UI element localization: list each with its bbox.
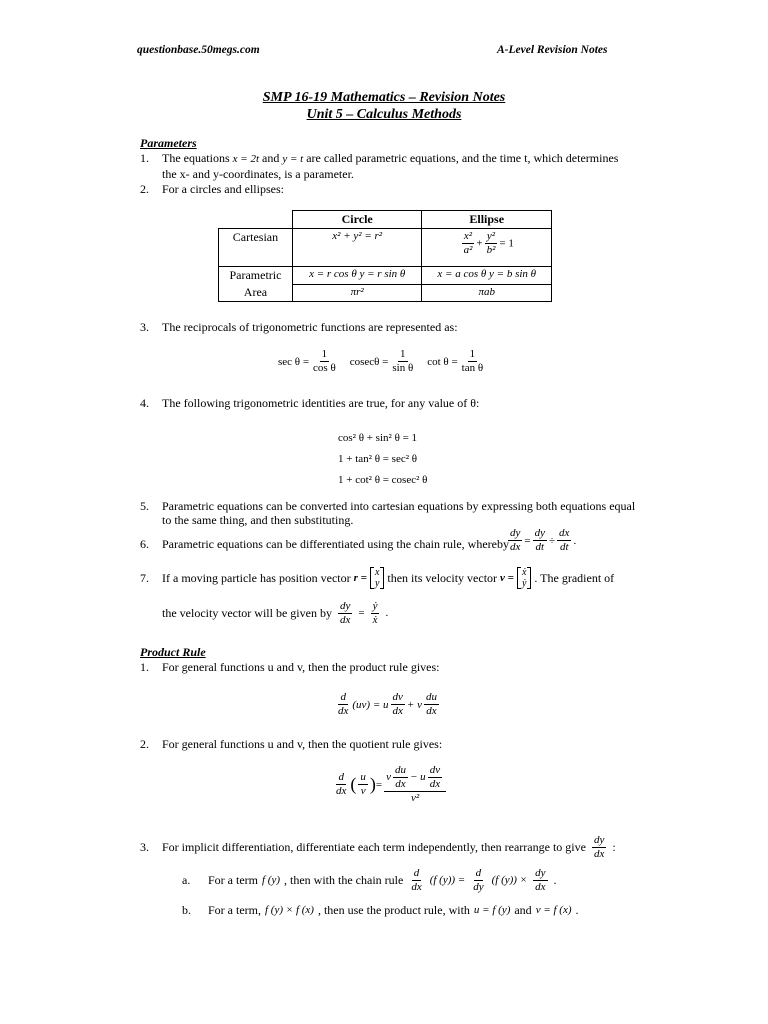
item-number: 2.	[140, 737, 149, 751]
header-site: questionbase.50megs.com	[137, 44, 260, 56]
divide: ÷	[549, 534, 556, 547]
denominator: v²	[411, 792, 420, 804]
denominator: cos θ	[313, 362, 336, 374]
numerator: dx	[559, 527, 570, 539]
denominator: dx	[411, 880, 422, 893]
reciprocal-formulas	[278, 348, 487, 375]
fraction	[391, 691, 405, 718]
cot-label: cot θ =	[427, 355, 458, 368]
item-number: 6.	[140, 537, 149, 551]
item-number: 3.	[140, 840, 149, 854]
numerator: dv	[392, 691, 403, 703]
product-rule-equation	[334, 691, 441, 718]
denominator: dx	[392, 705, 403, 717]
param-item-3: The reciprocals of trigonometric functions are represented as:	[162, 320, 458, 334]
param-item-6: Parametric equations can be differentiated using the chain rule, whereby	[162, 537, 509, 551]
fraction	[508, 527, 522, 554]
fraction	[462, 230, 475, 257]
cosec-fraction	[390, 348, 415, 375]
numerator: ẏ	[372, 599, 378, 612]
numerator: d	[475, 866, 482, 879]
section-parameters: Parameters	[140, 136, 197, 150]
fraction	[409, 867, 423, 894]
fraction	[393, 764, 408, 791]
fraction	[358, 771, 368, 798]
ellipse-cartesian: $\frac{\text{x²}}{\text{a²}}$ + $\frac{\text{y²}}{\text{b²}}$ = 1	[422, 229, 552, 267]
denominator: tan θ	[461, 362, 484, 374]
numerator: 1	[321, 348, 328, 360]
param-item-2: For a circles and ellipses:	[162, 182, 284, 196]
param-item-5: Parametric equations can be converted into cartesian equations by expressing both equations equal	[162, 499, 636, 513]
fraction	[592, 834, 606, 861]
denominator: dx	[593, 847, 605, 860]
circle-ellipse-table	[218, 210, 552, 302]
numerator: dy	[535, 866, 546, 879]
circle-parametric: x = r cos θ y = r sin θ	[292, 267, 422, 285]
fraction	[371, 600, 380, 627]
param-item-5-line2: to the same thing, and then substituting.	[162, 513, 354, 527]
v-label: v =	[500, 571, 514, 584]
text: The equations	[162, 151, 230, 165]
row-parametric: Parametric	[219, 267, 293, 285]
term: f (y) × f (x)	[265, 904, 314, 916]
text: If a moving particle has position vector	[162, 570, 351, 585]
denominator: dx	[535, 880, 546, 893]
numerator: x²	[463, 230, 473, 242]
velocity-vector	[517, 567, 531, 589]
denominator: dx	[426, 705, 437, 717]
doc-subtitle: Unit 5 – Calculus Methods	[306, 107, 462, 122]
doc-title: SMP 16-19 Mathematics – Revision Notes	[262, 90, 506, 105]
denominator: dx	[510, 541, 521, 553]
param-item-7	[162, 562, 614, 594]
numerator: 1	[469, 348, 476, 360]
period: .	[573, 534, 577, 547]
period: .	[553, 872, 557, 887]
rhs: = 1	[499, 237, 514, 250]
product-item-3	[162, 832, 616, 862]
denominator: dx	[338, 705, 349, 717]
denominator: dx	[429, 778, 441, 790]
identities	[338, 428, 427, 491]
fraction	[557, 527, 571, 554]
uv-term: (uv) = u	[352, 698, 389, 711]
denominator: dt	[535, 541, 545, 553]
numerator: du	[395, 764, 406, 776]
denominator: dx	[395, 778, 406, 790]
sec-label: sec θ =	[278, 355, 310, 368]
param-item-7-line2	[162, 598, 388, 628]
paren-close: )	[369, 774, 376, 794]
vel-x: ẋ	[521, 567, 527, 578]
item-number: 4.	[140, 396, 149, 410]
identity-1: cos² θ + sin² θ = 1	[338, 432, 418, 444]
minus-u: − u	[410, 771, 426, 783]
param-item-4: The following trigonometric identities are true, for any value of θ:	[162, 396, 480, 410]
denominator: dy	[473, 880, 484, 893]
equals: =	[358, 606, 365, 619]
denominator: dt	[559, 541, 569, 553]
fy-term: (f (y)) ×	[491, 873, 528, 886]
u-def: u = f (y)	[473, 904, 511, 916]
denominator: v	[360, 785, 366, 797]
label: a.	[182, 872, 191, 887]
circle-cartesian: x² + y² = r²	[292, 229, 422, 267]
product-item-1: For general functions u and v, then the product rule gives:	[162, 660, 440, 674]
numerator: y²	[486, 230, 496, 242]
fraction	[485, 230, 498, 257]
header-title: A-Level Revision Notes	[497, 44, 608, 56]
numerator: u	[360, 771, 366, 783]
numerator: dy	[339, 599, 351, 612]
text: and	[262, 151, 280, 165]
cot-fraction	[460, 348, 485, 375]
empty-cell	[219, 211, 293, 229]
product-item-2: For general functions u and v, then the quotient rule gives:	[162, 737, 443, 751]
v: v	[386, 771, 391, 783]
text: , then with the chain rule	[284, 872, 404, 887]
numerator: 1	[400, 348, 406, 360]
vec-x: x	[374, 567, 380, 578]
vec-y: y	[374, 578, 380, 589]
vel-y: ẏ	[521, 578, 527, 589]
fraction	[336, 691, 350, 718]
sec-fraction	[311, 348, 338, 375]
label: b.	[182, 903, 191, 917]
period: .	[385, 606, 389, 619]
fraction	[334, 771, 348, 798]
big-fraction	[384, 764, 446, 805]
identity-3: 1 + cot² θ = cosec² θ	[338, 474, 428, 486]
ellipse-parametric: x = a cos θ y = b sin θ	[422, 267, 552, 285]
item-number: 5.	[140, 499, 149, 513]
circle-area: πr²	[292, 284, 422, 302]
text: and	[514, 903, 532, 917]
numerator: dy	[593, 833, 605, 846]
identity-2: 1 + tan² θ = sec² θ	[338, 453, 418, 465]
denominator: sin θ	[392, 362, 414, 374]
item-number: 2.	[140, 182, 149, 196]
text: , then use the product rule, with	[317, 903, 470, 917]
text: are called parametric equations, and the time t, which determines	[306, 151, 619, 165]
r-label: r =	[353, 571, 367, 584]
chain-rule-equation	[506, 527, 576, 554]
text: then its velocity vector	[387, 570, 498, 585]
numerator: dy	[534, 527, 545, 539]
numerator: d	[338, 771, 344, 783]
numerator: d	[413, 866, 420, 879]
ellipse-area: πab	[422, 284, 552, 302]
equation: x = 2t	[232, 153, 260, 165]
text: . The gradient of	[534, 570, 615, 585]
numerator: d	[340, 691, 346, 703]
v-def: v = f (x)	[535, 904, 572, 916]
quotient-rule-equation	[332, 764, 448, 805]
numerator: dv	[429, 764, 441, 776]
row-cartesian: Cartesian	[219, 229, 293, 267]
position-vector	[370, 567, 384, 589]
item-number: 3.	[140, 320, 149, 334]
fraction	[428, 764, 442, 791]
numerator: du	[425, 691, 437, 703]
fraction	[471, 867, 485, 894]
denominator: a²	[463, 244, 473, 256]
numerator: dy	[510, 527, 521, 539]
denominator: dx	[336, 785, 347, 797]
numerator	[384, 764, 446, 792]
item-number: 1.	[140, 151, 149, 165]
fraction	[533, 527, 547, 554]
sub-item-a	[182, 865, 557, 895]
denominator: dx	[339, 613, 351, 626]
plus-v: + v	[406, 698, 422, 711]
fraction	[424, 691, 439, 718]
equation: y = t	[282, 153, 304, 165]
col-ellipse: Ellipse	[422, 211, 552, 229]
colon: :	[612, 839, 616, 854]
fraction	[338, 600, 352, 627]
param-item-1-line2: the x- and y-coordinates, is a parameter.	[162, 167, 354, 181]
text: For a term,	[208, 903, 261, 917]
col-circle: Circle	[292, 211, 422, 229]
row-area: Area	[219, 284, 293, 302]
paren-open: (	[350, 774, 357, 794]
equals: =	[524, 534, 531, 547]
text: For implicit differentiation, differentiate each term independently, then rearrange to give	[162, 839, 586, 854]
section-product-rule: Product Rule	[140, 645, 206, 659]
period: .	[575, 903, 579, 917]
param-item-1	[162, 151, 632, 167]
denominator: b²	[486, 244, 496, 256]
text: For a term	[208, 872, 258, 887]
fy: f (y)	[262, 873, 281, 886]
text: the velocity vector will be given by	[162, 605, 332, 620]
item-number: 7.	[140, 571, 149, 585]
fy-term: (f (y)) =	[429, 873, 466, 886]
item-number: 1.	[140, 660, 149, 674]
denominator: ẋ	[372, 613, 378, 626]
fraction	[533, 867, 547, 894]
equals: =	[375, 778, 383, 791]
cosec-label: cosecθ =	[349, 355, 389, 368]
sub-item-b	[182, 903, 579, 918]
